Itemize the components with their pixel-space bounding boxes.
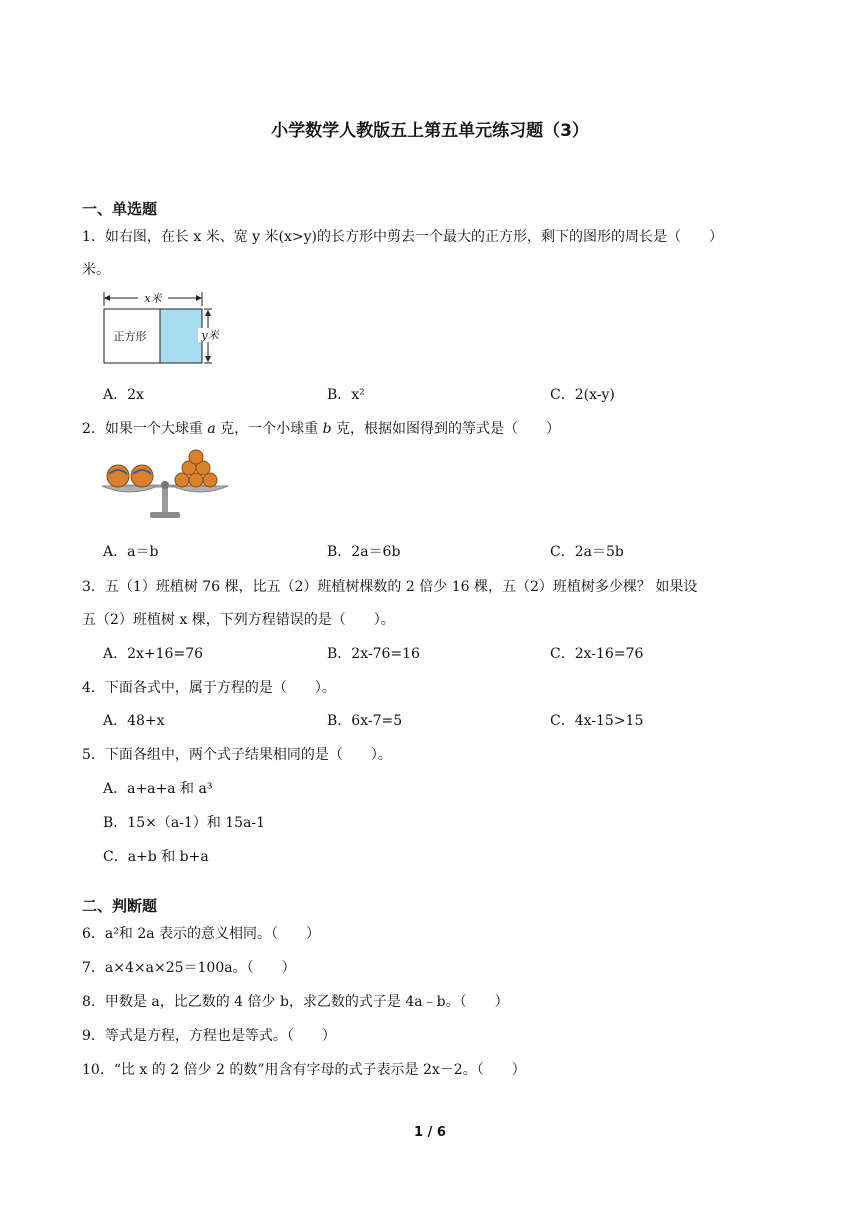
rectangle-figure — [98, 288, 228, 370]
q5-option-b: B．15×（a-1）和 15a-1 — [103, 815, 266, 831]
square-label: 正方形 — [113, 330, 147, 343]
q4-option-a: A．48+x — [103, 713, 165, 729]
balance-scale-figure — [100, 448, 230, 524]
big-ball-icon — [131, 465, 153, 487]
q4-option-b: B．6x-7=5 — [327, 713, 403, 729]
question-9-text: 9．等式是方程，方程也是等式。（ ） — [82, 1028, 336, 1044]
question-6-text: 6．a²和 2a 表示的意义相同。（ ） — [82, 926, 321, 942]
q5-option-a: A．a+a+a 和 a³ — [103, 781, 213, 797]
x-label: x米 — [144, 292, 162, 305]
question-3-text: 3．五（1）班植树 76 棵，比五（2）班植树棵数的 2 倍少 16 棵，五（2）班植树多少棵？ 如果设 — [82, 579, 698, 595]
q4-option-c: C．4x-15>15 — [550, 713, 644, 729]
x-arrow-left-head — [104, 295, 110, 301]
y-label: y米 — [201, 329, 219, 342]
q3-option-b: B．2x-76=16 — [327, 646, 420, 662]
q1-option-a: A．2x — [103, 387, 144, 403]
q1-option-b: B．x² — [327, 387, 365, 403]
question-2-text: 2．如果一个大球重 a 克，一个小球重 b 克，根据如图得到的等式是（ ） — [82, 421, 561, 437]
section-heading-single-choice: 一、单选题 — [82, 200, 158, 218]
big-ball-icon — [107, 465, 129, 487]
question-4-text: 4．下面各式中，属于方程的是（ ）。 — [82, 680, 336, 696]
q2-option-b: B．2a＝6b — [327, 544, 401, 560]
question-1-text-cont: 米。 — [82, 262, 110, 278]
shaded-strip — [160, 309, 202, 363]
section-heading-true-false: 二、判断题 — [82, 897, 158, 915]
q1-option-c: C．2(x-y) — [550, 387, 615, 403]
question-7-text: 7．a×4×a×25＝100a。（ ） — [82, 960, 296, 976]
page-number: 1 / 6 — [414, 1125, 446, 1140]
small-ball-icon — [189, 450, 203, 464]
page-title: 小学数学人教版五上第五单元练习题（3） — [271, 121, 589, 141]
question-3-text-cont: 五（2）班植树 x 棵，下列方程错误的是（ ）。 — [82, 612, 395, 628]
x-arrow-right-head — [196, 295, 202, 301]
question-5-text: 5．下面各组中，两个式子结果相同的是（ ）。 — [82, 747, 392, 763]
question-8-text: 8．甲数是 a，比乙数的 4 倍少 b，求乙数的式子是 4a﹣b。（ ） — [82, 994, 509, 1010]
q3-option-a: A．2x+16=76 — [103, 646, 204, 662]
q3-option-c: C．2x-16=76 — [550, 646, 644, 662]
q5-option-c: C．a+b 和 b+a — [103, 849, 209, 865]
question-10-text: 10．“比 x 的 2 倍少 2 的数”用含有字母的式子表示是 2x－2。（ ） — [82, 1062, 526, 1078]
q2-option-a: A．a＝b — [103, 544, 159, 560]
question-1-text: 1．如右图，在长 x 米、宽 y 米(x>y)的长方形中剪去一个最大的正方形，剩下的图形的周长是（ ） — [82, 229, 723, 245]
q2-option-c: C．2a＝5b — [550, 544, 624, 560]
